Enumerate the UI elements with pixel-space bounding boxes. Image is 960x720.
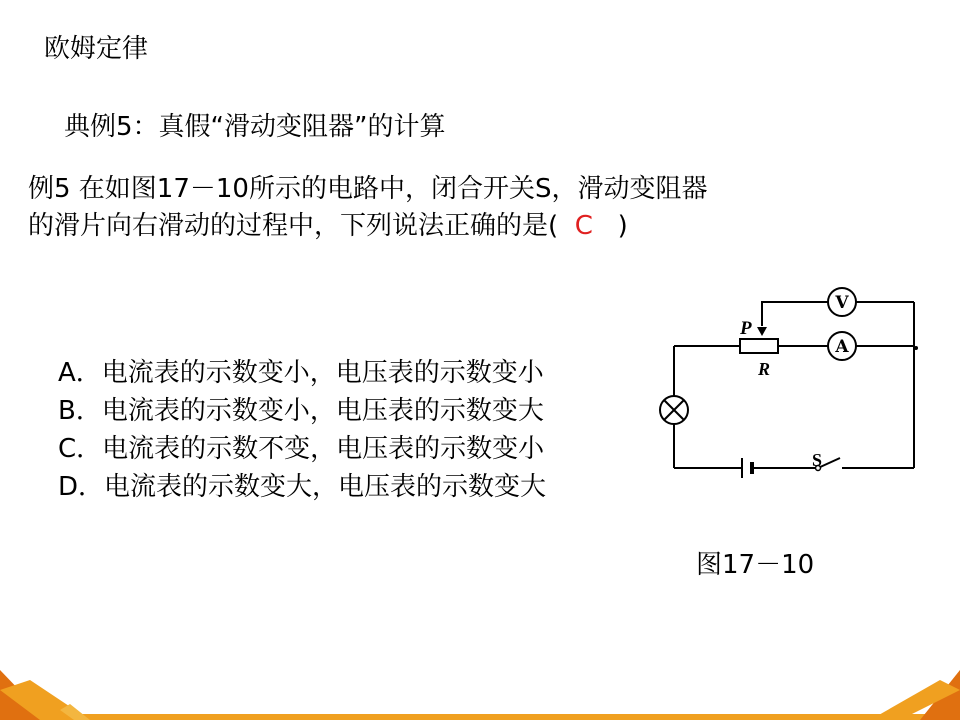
answer-letter: C [574, 211, 593, 241]
option-a: A．电流表的示数变小，电压表的示数变小 [58, 358, 544, 388]
wire-slider-voltmeter [762, 302, 828, 326]
example-heading: 典例5：真假“滑动变阻器”的计算 [64, 112, 446, 142]
question-line-2 [28, 205, 628, 242]
question-line-1: 例5 在如图17－10所示的电路中，闭合开关S，滑动变阻器 [28, 174, 708, 204]
question-close-paren: ) [617, 211, 628, 241]
slide-title: 欧姆定律 [44, 34, 149, 64]
figure-caption: 图17－10 [696, 550, 815, 580]
slider-arrow [757, 327, 767, 336]
voltmeter-label: V [835, 293, 849, 313]
option-d: D．电流表的示数变大，电压表的示数变大 [58, 472, 547, 502]
options-list [58, 354, 546, 506]
bottom-bar [0, 714, 960, 720]
junction-dot [914, 346, 918, 350]
rheostat-symbol [740, 339, 778, 353]
slider-label: P [740, 318, 752, 339]
slide-decoration [0, 640, 960, 720]
circuit-diagram [650, 286, 940, 496]
switch-label: S [812, 450, 823, 470]
option-c: C．电流表的示数不变，电压表的示数变小 [58, 434, 545, 464]
rheostat-label: R [758, 359, 771, 379]
question-line-2-text: 的滑片向右滑动的过程中，下列说法正确的是( [28, 211, 559, 241]
option-b: B．电流表的示数变小，电压表的示数变大 [58, 396, 544, 426]
ammeter-label: A [835, 337, 849, 357]
